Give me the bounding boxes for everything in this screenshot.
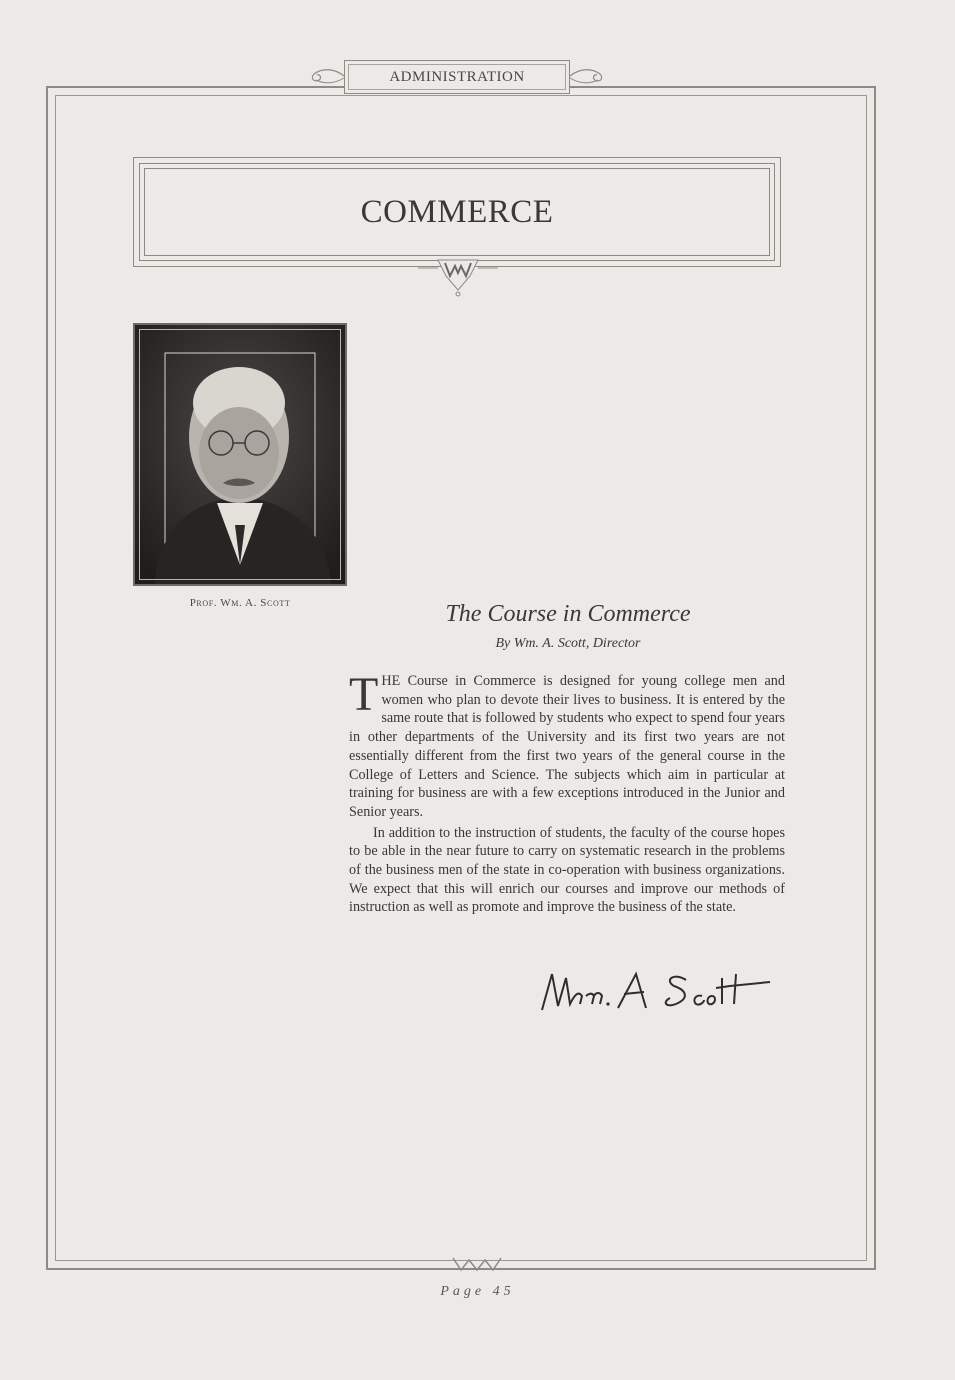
paragraph-1 <box>349 668 785 822</box>
portrait-photo <box>133 323 347 586</box>
article-body <box>349 668 785 917</box>
paragraph-1-text: HE Course in Commerce is designed for young college men and women who plan to devote their lives to business. It is entered by the same route that is followed by students who expect to spend four years in other departments of the University and its first two years are not essentially different from the first two years of the general course in the College of Letters and Science. The subjects which aim in particular at training for business are with a few exceptions introduced in the Junior and Senior years. <box>349 673 785 820</box>
article-title: The Course in Commerce <box>445 601 691 627</box>
section-header-tab <box>344 60 570 94</box>
bottom-w-ornament-icon <box>447 1256 507 1274</box>
portrait-image <box>135 325 345 584</box>
w-emblem-icon <box>418 254 498 298</box>
section-label: ADMINISTRATION <box>389 68 525 85</box>
signature <box>536 966 786 1018</box>
drop-cap: T <box>349 668 379 721</box>
left-scroll-ornament <box>304 64 346 88</box>
paragraph-2: In addition to the instruction of students, the faculty of the course hopes to be able in the near future to carry on systematic research in the problems of the business men of the state in co-operation with business organizations. We expect that this will enrich our courses and improve our methods of instruction as well as promote and improve the business of the state. <box>349 824 785 916</box>
right-scroll-ornament <box>568 64 610 88</box>
photo-caption: Prof. Wm. A. Scott <box>189 597 291 609</box>
page-title: COMMERCE <box>360 193 554 230</box>
article-byline: By Wm. A. Scott, Director <box>495 636 641 651</box>
page-number: Page 45 <box>440 1284 515 1299</box>
title-box <box>133 157 781 267</box>
